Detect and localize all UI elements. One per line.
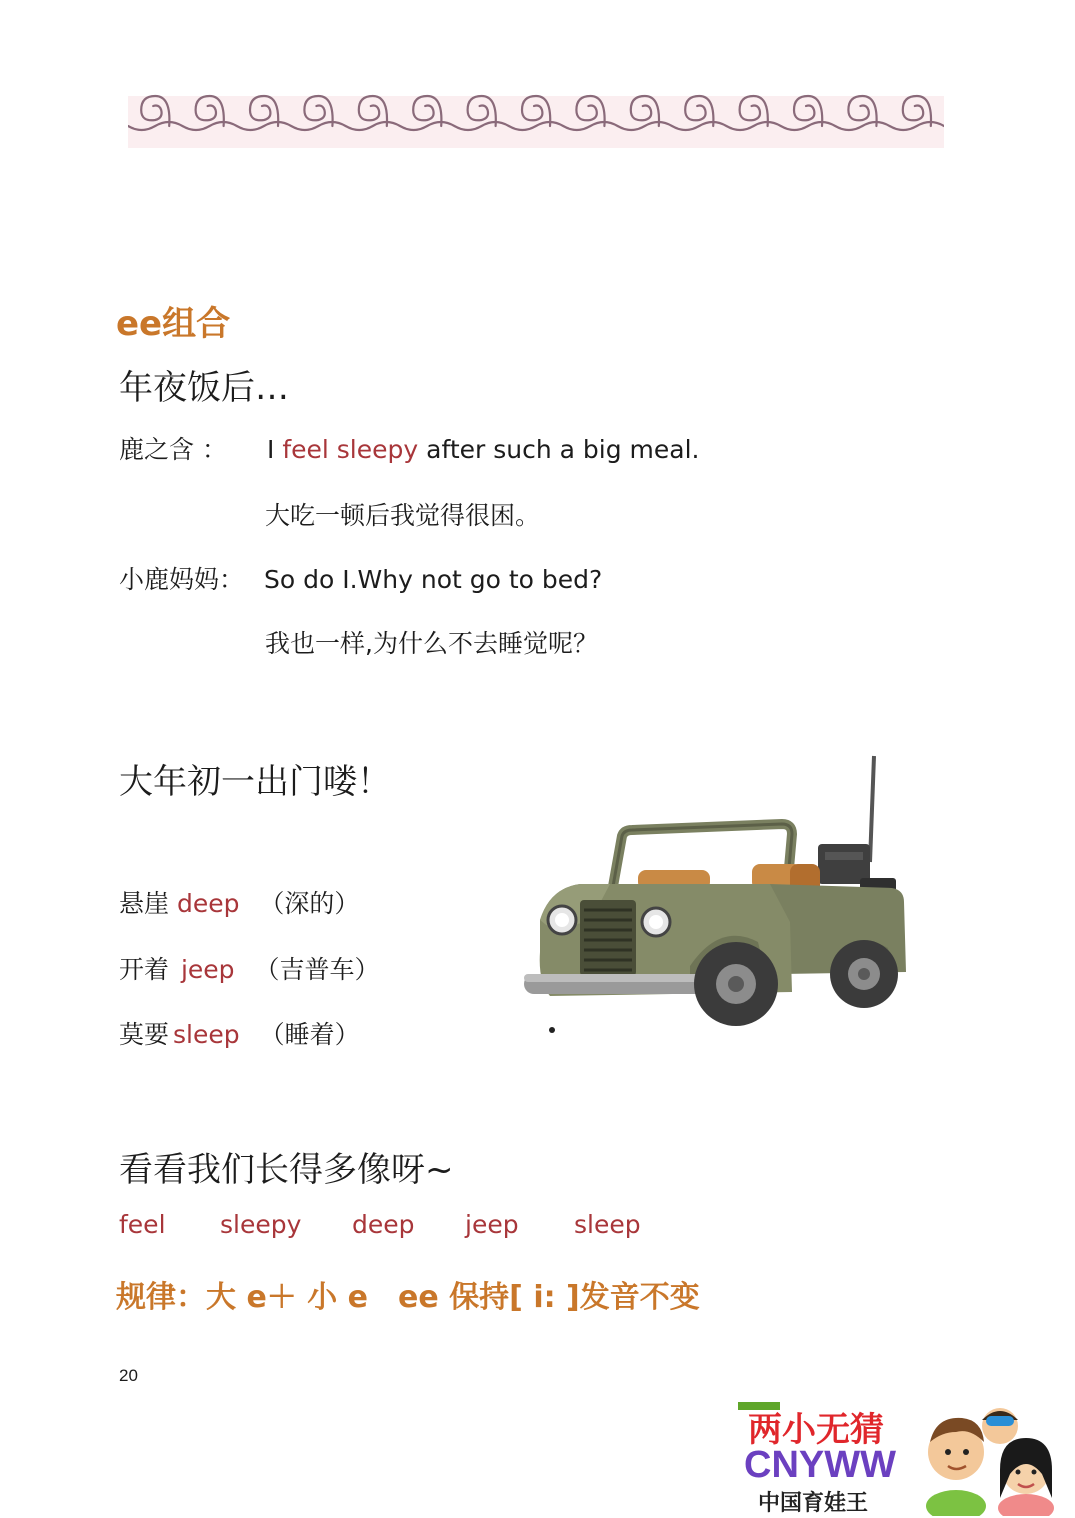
swirl-border-icon bbox=[128, 82, 944, 148]
word-item: jeep bbox=[465, 1210, 519, 1239]
word-item: sleepy bbox=[220, 1210, 302, 1239]
rhyme-1-cn: 悬崖 bbox=[119, 889, 170, 918]
scene1-heading: 年夜饭后… bbox=[119, 368, 289, 408]
rhyme-3-gloss: （睡着） bbox=[259, 1020, 360, 1049]
rhyme-2-gloss: （吉普车） bbox=[254, 955, 380, 984]
watermark-line3: 中国育娃王 bbox=[758, 1491, 869, 1516]
watermark-line1: 两小无猜 bbox=[748, 1410, 884, 1450]
speaker-2: 小鹿妈妈： bbox=[119, 565, 245, 594]
rhyme-1-word: deep bbox=[176, 889, 240, 918]
dialogue-line-2-translation: 我也一样,为什么不去睡觉呢？ bbox=[265, 629, 598, 658]
dialogue-line-1-translation: 大吃一顿后我觉得很困。 bbox=[265, 501, 541, 530]
pronunciation-rule: 规律：大 e＋ 小 e ee 保持[ i: ]发音不变 bbox=[116, 1280, 700, 1315]
dialogue-line-2 bbox=[119, 560, 602, 596]
word-item: sleep bbox=[574, 1210, 641, 1239]
word-item: deep bbox=[352, 1210, 415, 1239]
speaker-1: 鹿之含 ： bbox=[119, 435, 227, 464]
rhyme-2-cn: 开着 bbox=[119, 955, 170, 984]
page-number: 20 bbox=[119, 1366, 138, 1385]
rhyme-1-gloss: （深的） bbox=[259, 889, 360, 918]
scene2-heading: 大年初一出门喽！ bbox=[119, 762, 391, 802]
line1-pre: I bbox=[267, 435, 283, 464]
rhyme-3-word: sleep bbox=[173, 1020, 240, 1049]
rhyme-line-3 bbox=[119, 1015, 360, 1051]
rhyme-3-cn: 莫要 bbox=[119, 1020, 170, 1049]
word-item: feel bbox=[119, 1210, 166, 1239]
line2-text: So do I.Why not go to bed? bbox=[264, 565, 603, 594]
dialogue-line-1 bbox=[119, 430, 699, 466]
section-title: ee组合 bbox=[116, 304, 231, 344]
line1-highlight: feel sleepy bbox=[282, 435, 419, 464]
scene3-heading: 看看我们长得多像呀~ bbox=[119, 1150, 454, 1190]
rhyme-line-1 bbox=[119, 884, 359, 920]
line1-post: after such a big meal. bbox=[418, 435, 700, 464]
jeep-illustration bbox=[520, 752, 910, 1034]
cartoon-kids-illustration bbox=[922, 1398, 1056, 1516]
rhyme-line-2 bbox=[119, 950, 380, 986]
word-list bbox=[119, 1210, 679, 1244]
watermark-logo bbox=[736, 1398, 1056, 1516]
rhyme-2-word: jeep bbox=[180, 955, 235, 984]
watermark-line2: CNYWW bbox=[744, 1444, 896, 1486]
